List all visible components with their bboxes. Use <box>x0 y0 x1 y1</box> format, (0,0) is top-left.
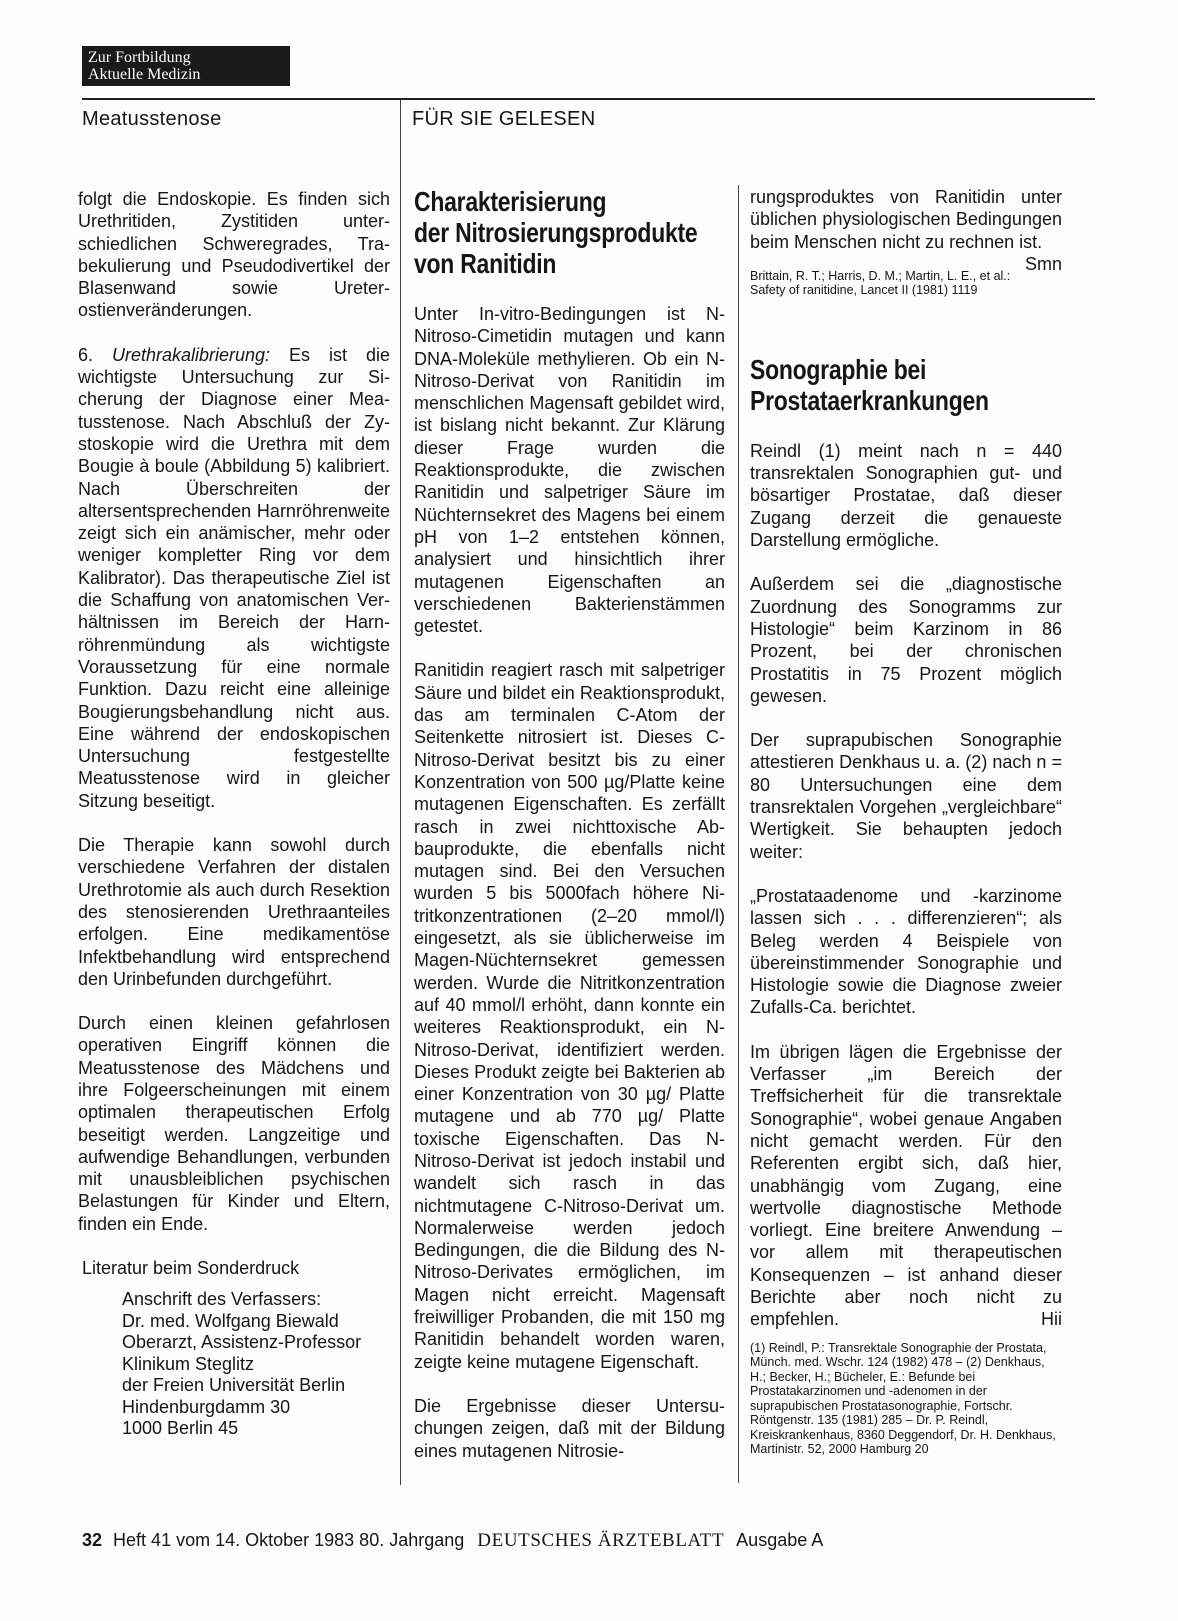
col1-paragraph-2 <box>78 344 390 812</box>
col3-paragraph-1 <box>750 186 1062 274</box>
headline-line: Sonographie bei <box>750 353 927 385</box>
journal-name: DEUTSCHES ÄRZTEBLATT <box>477 1530 725 1551</box>
reference-sonographie: (1) Reindl, P.: Transrektale Sonographie der Prostata, Münch. med. Wschr. 124 (1982) 478 – (2) Denkhaus, H.; Becker, H.; Bücheler, E.: Befunde bei Prostatakarzinomen und -adenomen in der suprapubischen Prostatasonographie, Fortschr. Röntgenstr. 135 (1981) 285 – Dr. P. Reindl, Kreiskrankenhaus, 8360 Deggendorf, Dr. H. Denkhaus, Martinistr. 52, 2000 Hamburg 20 <box>750 1340 1056 1457</box>
author-sign-hii: Hii <box>1041 1309 1062 1330</box>
header-rule <box>82 98 1095 100</box>
address-line: Anschrift des Verfassers: <box>122 1289 322 1310</box>
address-line: Dr. med. Wolfgang Biewald <box>122 1310 339 1331</box>
column-1 <box>78 188 390 1440</box>
column-divider-left <box>400 100 401 1485</box>
address-line: Klinikum Steglitz <box>122 1353 255 1374</box>
reference-ranitidin: Brittain, R. T.; Harris, D. M.; Martin, L. E., et al.: Safety of ranitidine, Lancet II (1981) 1119 <box>750 268 1011 298</box>
col2-paragraph-2: Ranitidin reagiert rasch mit salpetriger Säure und bildet ein Reaktionsprodukt, das am terminalen C-Atom der Seitenkette nitrosiert ist. Dieses C-Nitroso-Derivat besitzt bis zu einer Konzentration von 500 µg/Platte keine mutagenen Eigenschaften. Es zerfällt rasch in zwei nichttoxische Abbauprodukte, die ebenfalls nicht mutagen sind. Bei den Versuchen wurden 5 bis 5000fach höhere Nitritkonzentrationen (2–20 mmol/l) eingesetzt, als sie üblicherweise im Magen-Nüchternsekret gemessen werden. Wurde die Nitritkonzentration auf 40 mmol/l erhöht, dann konnte ein weiteres Reaktionsprodukt, ein N-Nitroso-Derivat, identifiziert werden. Dieses Produkt zeigte bei Bakterien ab einer Konzentration von 30 µg/ Platte mutagene und ab 770 µg/ Platte toxische Eigenschaften. Das N-Nitroso-Derivat ist jedoch instabil und wandelt sich rasch in das nichtmutagene C-Nitroso-Derivat um. Normalerweise werden jedoch Bedingungen, die die Bildung des N-Nitroso-Derivates ermöglichen, im Magen nicht erreicht. Magensaft freiwilliger Probanden, die mit 150 mg Ranitidin behandelt worden waren, zeigte keine mutagene Eigenschaft. <box>414 660 725 1372</box>
col1-paragraph-4: Durch einen kleinen gefahrlosen operativen Eingriff können die Meatusstenose des Mädchens und ihre Folgeerscheinungen mit einem optimalen therapeutischen Erfolg beseitigt werden. Langzeitige und aufwendige Behandlungen, verbunden mit unausbleiblichen psychischen Belastungen für Kinder und Eltern, finden ein Ende. <box>78 1013 390 1234</box>
headline-line: Charakterisierung <box>414 186 607 217</box>
column-2 <box>414 186 725 1462</box>
headline-line: der Nitrosierungsprodukte <box>414 217 698 248</box>
col1-paragraph-2-text: Es ist die wichtigste Untersuchung zur Sicherung der Diagnose einer Meatusstenose. Nach Abschluß der Zystoskopie wird die Urethra mit dem Bougie à boule (Abbildung 5) kalibriert. Nach Überschreiten der altersentsprechenden Harnröhrenweite zeigt sich ein anämischer, mehr oder weniger kompletter Ring vor dem Kalibrator). Das therapeutische Ziel ist die Schaffung von anatomischen Verhältnissen im Bereich der Harnröhrenmündung als wichtigste Voraussetzung für eine normale Funktion. Dazu reicht eine alleinige Bougierungsbehandlung nicht aus. Eine während der endoskopischen Untersuchung festgestellte Meatusstenose wird in gleicher Sitzung beseitigt. <box>78 344 390 811</box>
col3-paragraph-6 <box>750 1041 1062 1331</box>
column-3 <box>750 186 1062 1479</box>
col2-paragraph-3: Die Ergebnisse dieser Untersuchungen zeigen, daß mit der Bildung eines mutagenen Nitrosie- <box>414 1395 725 1461</box>
col3-paragraph-2: Reindl (1) meint nach n = 440 transrektalen Sonographien gut- und bösartiger Prostatae, daß dieser Zugang derzeit die genaueste Darstellung ermögliche. <box>750 440 1062 551</box>
col1-paragraph-3: Die Therapie kann sowohl durch verschiedene Verfahren der distalen Urethrotomie als auch durch Resektion des stenosierenden Urethraanteiles erfolgen. Eine medikamentöse Infektbehandlung wird entsprechend den Urinbefunden durchgeführt. <box>78 835 390 989</box>
col2-paragraph-1: Unter In-vitro-Bedingungen ist N-Nitroso-Cimetidin mutagen und kann DNA-Moleküle methylieren. Ob ein N-Nitroso-Derivat von Ranitidin im menschlichen Magensaft gebildet wird, ist bislang nicht bekannt. Zur Klärung dieser Frage wurden die Reaktionsprodukte, die zwischen Ranitidin und salpetriger Säure im Nüchternsekret des Magens bei einem pH von 1–2 entstehen können, analysiert und hinsichtlich ihrer mutagenen Eigenschaften an verschiedenen Bakterienstämmen getestet. <box>414 304 725 637</box>
edition-info: Ausgabe A <box>736 1530 824 1550</box>
author-address <box>78 1289 390 1440</box>
running-header-right: FÜR SIE GELESEN <box>412 108 596 130</box>
section-badge <box>82 46 290 86</box>
issue-info: Heft 41 vom 14. Oktober 1983 80. Jahrgang <box>113 1530 465 1550</box>
col1-paragraph-2-heading: Urethrakalibrierung: <box>111 344 271 365</box>
headline-line: von Ranitidin <box>414 248 557 279</box>
section-badge-line1: Zur Fortbildung <box>88 49 191 66</box>
address-line: Oberarzt, Assistenz-Professor <box>122 1332 362 1353</box>
author-sign-smn: Smn <box>1024 253 1062 274</box>
col3-paragraph-4: Der suprapubischen Sonographie attestieren Denkhaus u. a. (2) nach n = 80 Untersuchungen eine dem transrektalen Vorgehen „vergleichbare“ Wertigkeit. Sie behaupten jedoch weiter: <box>750 730 1062 862</box>
address-line: der Freien Universität Berlin <box>122 1375 346 1396</box>
section-badge-line2: Aktuelle Medizin <box>88 66 201 83</box>
running-header-left: Meatusstenose <box>82 108 222 130</box>
headline-line: Prostataerkrankungen <box>750 384 989 416</box>
article-headline-ranitidin <box>414 186 725 279</box>
address-line: Hindenburgdamm 30 <box>122 1396 291 1417</box>
col3-paragraph-6-text: Im übrigen lägen die Ergebnisse der Verfasser „im Bereich der Treffsicherheit für die transrektale Sonographie“, wobei genaue Angaben nicht gemacht werden. Für den Referenten ergibt sich, daß hier, unabhängig vom Zugang, eine wertvolle diagnostische Methode vorliegt. Eine breitere Anwendung – vor allem mit therapeutischen Konsequenzen – ist anhand dieser Berichte aber noch nicht zu empfehlen. <box>750 1041 1062 1330</box>
col1-paragraph-2-lead: 6. <box>78 344 112 365</box>
address-line: 1000 Berlin 45 <box>122 1418 239 1439</box>
col3-paragraph-3: Außerdem sei die „diagnostische Zuordnung des Sonogramms zur Histologie“ beim Karzinom in 86 Prozent, bei der chronischen Prostatitis in 75 Prozent möglich gewesen. <box>750 574 1062 706</box>
page-number: 32 <box>82 1530 103 1550</box>
column-divider-right <box>738 185 739 1483</box>
col1-paragraph-1: folgt die Endoskopie. Es finden sich Urethritiden, Zystitiden unterschiedlichen Schweregrades, Trabekulierung und Pseudodivertikel der Blasenwand sowie Ureterostienveränderungen. <box>78 189 390 321</box>
col3-paragraph-1-text: rungsproduktes von Ranitidin unter üblichen physiologischen Bedingungen beim Menschen nicht zu rechnen ist. <box>750 187 1062 252</box>
literature-note: Literatur beim Sonderdruck <box>82 1258 300 1279</box>
article-headline-sonographie <box>750 354 1062 416</box>
col3-paragraph-5: „Prostataadenome und -karzinome lassen sich . . . differenzieren“; als Beleg werden 4 Beispiele von übereinstimmender Sonographie und Histologie sowie die Diagnose zweier Zufalls-Ca. berichtet. <box>750 885 1062 1018</box>
page-footer <box>82 1530 823 1552</box>
